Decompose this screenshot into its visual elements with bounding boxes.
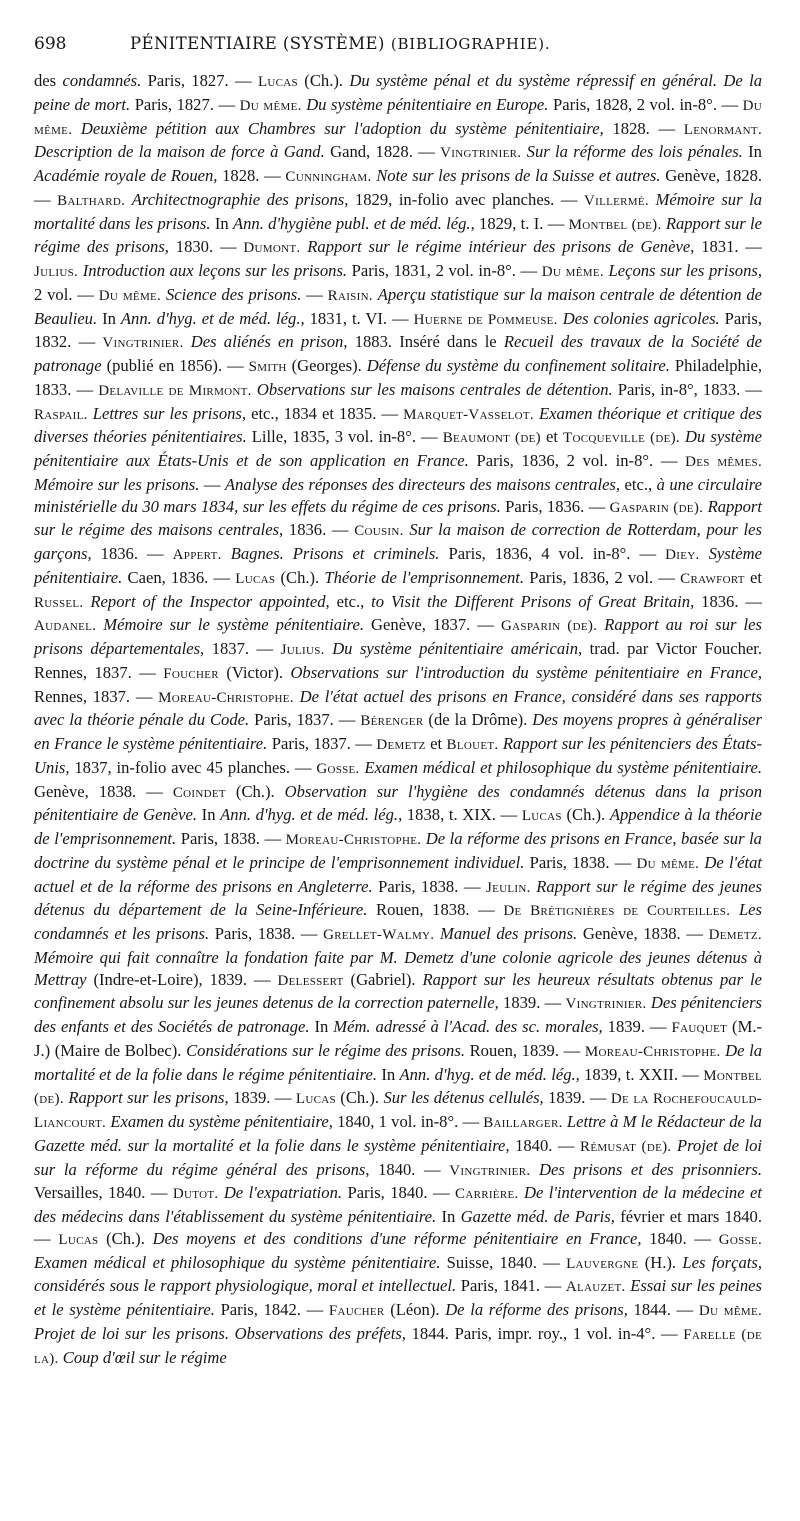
title-run: Coup d'œil sur le régime xyxy=(62,1347,227,1367)
text-run: Paris, 1832. — xyxy=(34,308,763,352)
title-run: Examen médical et philosophique du système pénitentiaire. xyxy=(364,757,762,777)
text-run: 1840. — xyxy=(369,1159,450,1179)
author-run: Raisin. xyxy=(327,287,373,304)
text-run: (Ch.). xyxy=(225,781,285,801)
text-run: In xyxy=(197,805,221,825)
text-run: 1837. — xyxy=(204,639,281,658)
title-run: Bagnes. Prisons et criminels. xyxy=(230,544,440,563)
author-run: Du même. xyxy=(541,264,604,280)
title-run: De l'expatriation. xyxy=(223,1183,343,1203)
text-run: 1840. — xyxy=(509,1135,581,1155)
author-run: Cousin. xyxy=(354,523,404,540)
author-run: Moreau-Christophe. xyxy=(158,689,294,706)
title-run: Mémoire sur la mortalité dans les prisons. xyxy=(34,189,763,233)
title-run: Examen du système pénitentiaire, xyxy=(110,1112,333,1131)
author-run: De la Rochefoucauld-Liancourt. xyxy=(34,1091,763,1131)
title-run: Rapport sur les heureux résultats obtenus par le confinement absolu sur les jeunes detenus de la correction paternelle, xyxy=(34,969,762,1013)
author-run: Gasparin (de). xyxy=(501,618,598,635)
text-run: Paris, 1838. — xyxy=(209,924,324,943)
author-run: Faucher xyxy=(328,1303,385,1319)
text-run: Genève, 1828. — xyxy=(34,166,763,209)
text-run: Genève, 1838. — xyxy=(577,924,709,943)
author-run: Vingtrinier. xyxy=(440,145,522,162)
title-run: Appendice à la théorie de l'emprisonnement. xyxy=(34,805,763,848)
text-run: (publié en 1856). — xyxy=(101,356,249,375)
title-run: Mémoire sur le système pénitentiaire. xyxy=(103,615,364,635)
running-title: PÉNITENTIAIRE (SYSTÈME) xyxy=(130,34,385,53)
text-run: 1830. — xyxy=(168,237,244,257)
text-run: (Victor). xyxy=(218,662,291,682)
title-run: à une circulaire ministérielle du 30 mars 1834, sur les effets du régime de ces prisons. xyxy=(34,474,763,516)
title-run: Observation sur l'hygiène des condamnés détenus dans la prison pénitentiaire de Genève. xyxy=(34,781,763,825)
text-run: 1840, 1 vol. in-8°. — xyxy=(332,1112,484,1131)
text-run: Paris, 1842. — xyxy=(214,1300,329,1319)
text-run: 1844. Paris, impr. roy., 1 vol. in-4°. — xyxy=(405,1323,684,1343)
title-run: Sur les détenus cellulés, xyxy=(383,1088,544,1108)
author-run: Montbel (de). xyxy=(568,216,662,233)
text-run: Genève, 1838. — xyxy=(34,781,173,801)
title-run: Sur la maison de correction de Rotterdam, pour les garçons, xyxy=(34,520,762,563)
text-run: et xyxy=(540,427,563,447)
text-run: Rouen, 1839. — xyxy=(464,1040,585,1060)
title-run: Rapport sur le régime intérieur des prisons de Genève, xyxy=(307,237,695,257)
text-run: (Georges). xyxy=(286,356,367,375)
text-run: Paris, 1831, 2 vol. in-8°. — xyxy=(347,261,542,280)
author-run: Carrière. xyxy=(455,1186,519,1203)
author-run: Du même. xyxy=(98,287,162,304)
text-run: In xyxy=(436,1207,461,1226)
title-run: Science des prisons. xyxy=(165,284,302,304)
author-run: Lucas xyxy=(235,570,276,587)
text-run: trad. par Victor Foucher. Rennes, 1837. — xyxy=(34,639,763,682)
author-run: Demetz. xyxy=(708,927,762,943)
text-run: In xyxy=(97,308,121,328)
title-run: Leçons sur les prisons, xyxy=(608,261,762,280)
title-run: condamnés. xyxy=(62,71,142,90)
title-run: Sur la réforme des lois pénales. xyxy=(526,142,743,162)
title-run: Lettre à M le Rédacteur de la Gazette méd. sur la mortalité et la folie dans le système pénitentiaire, xyxy=(34,1112,762,1155)
author-run: Moreau-Christophe. xyxy=(285,832,422,848)
author-run: Lenormant. xyxy=(683,121,762,138)
text-run: Paris, 1827. — xyxy=(141,71,258,90)
text-run: 1837, in-folio avec 45 planches. — xyxy=(69,757,317,777)
text-run: Suisse, 1840. — xyxy=(440,1252,567,1272)
title-run: Ann. d'hyg. et de méd. lég., xyxy=(120,308,305,328)
text-run: Paris, 1837. — xyxy=(249,710,361,730)
text-run: (Gabriel). xyxy=(343,969,423,989)
author-run: Bérenger xyxy=(360,713,424,730)
title-run: Rapport sur le régime des jeunes détenus du département de la Seine-Inférieure. xyxy=(34,876,762,920)
title-run: Observations sur les maisons centrales de détention. xyxy=(256,379,613,399)
author-run: Lucas xyxy=(521,808,562,825)
title-run: Rapport sur le régime des maisons centrales, xyxy=(34,496,763,540)
text-run: (Léon). xyxy=(384,1300,446,1319)
text-run: Paris, 1838. — xyxy=(524,852,637,872)
text-run: Rennes, 1837. — xyxy=(34,686,159,706)
text-run: Caen, 1836. — xyxy=(122,567,236,587)
text-run xyxy=(700,544,709,563)
text-run: 1838, t. XIX. — xyxy=(402,805,522,825)
text-run: etc., 1834 et 1835. — xyxy=(246,403,404,423)
title-run: Des colonies agricoles. xyxy=(562,308,720,328)
author-run: Lucas xyxy=(257,74,298,90)
author-run: Lucas xyxy=(295,1091,336,1108)
text-run: et xyxy=(425,734,447,753)
title-run: Considérations sur le régime des prisons. xyxy=(186,1040,465,1060)
title-run: De l'état actuel et de la réforme des prisons en Angleterre. xyxy=(34,852,762,896)
title-run: Report of the Inspector appointed, xyxy=(90,591,330,611)
text-run: Paris, 1836, 2 vol. — xyxy=(524,567,681,587)
text-run: etc., xyxy=(329,591,372,611)
author-run: Foucher xyxy=(163,665,219,682)
title-run: Les forçats, considérés sous le rapport physiologique, moral et intellectuel. xyxy=(34,1252,762,1296)
author-run: Du même. xyxy=(698,1303,763,1319)
author-run: Moreau-Christophe. xyxy=(584,1043,721,1060)
running-subtitle: (BIBLIOGRAPHIE). xyxy=(390,35,551,53)
title-run: Des prisons et des prisonniers. xyxy=(539,1159,763,1179)
title-run: Ann. d'hyg. et de méd. lég., xyxy=(220,805,403,825)
author-run: Farelle (de la). xyxy=(34,1326,762,1367)
text-run: 1829, t. I. — xyxy=(474,213,569,233)
text-run: 1839. — xyxy=(498,993,566,1013)
title-run: Rapport sur les pénitenciers des États-Unis, xyxy=(34,734,763,777)
author-run: Russel. xyxy=(34,594,84,611)
title-run: Les condamnés et les prisons. xyxy=(34,900,762,943)
text-run: In xyxy=(742,142,762,162)
title-run: Théorie de l'emprisonnement. xyxy=(324,567,525,587)
text-run: Paris, 1836. — xyxy=(500,496,610,516)
text-run: etc., xyxy=(620,474,657,494)
text-run: et xyxy=(744,567,762,587)
title-run: Deuxième pétition aux Chambres sur l'adoption du système pénitentiaire, xyxy=(80,118,604,138)
title-run: Analyse des réponses des directeurs des maisons centrales, xyxy=(224,474,621,494)
author-run: Crawfort xyxy=(680,570,745,587)
title-run: Mémoire qui fait connaître la fondation faite par M. Demetz d'une colonie agricole des jeunes détenus à Mettray xyxy=(34,947,762,989)
author-run: Cunningham. xyxy=(285,169,372,185)
text-run: Paris, 1827. — xyxy=(130,94,240,114)
author-run: Gosse. xyxy=(316,760,360,777)
author-run: Villermé. xyxy=(584,192,649,209)
title-run: Observations sur l'introduction du système pénitentiaire en France, xyxy=(290,662,762,682)
author-run: Raspail. xyxy=(34,406,88,423)
title-run: Projet de loi sur les prisons. Observations des préfets, xyxy=(34,1323,406,1343)
text-run: Genève, 1837. — xyxy=(363,615,502,635)
title-run: Mém. adressé à l'Acad. des sc. morales, xyxy=(333,1017,603,1036)
title-run: Essai sur les peines et le système pénitentiaire. xyxy=(34,1276,762,1319)
author-run: Delessert xyxy=(277,972,344,989)
author-run: Marquet-Vasselot. xyxy=(403,406,534,423)
text-run: Paris, 1836, 4 vol. in-8°. — xyxy=(439,544,666,563)
author-run: Dutot. xyxy=(172,1186,219,1203)
author-run: Du même. xyxy=(239,97,302,114)
title-run: De l'état actuel des prisons en France, considéré dans ses rapports avec la théorie pénale du Code. xyxy=(34,686,763,730)
text-run: 2 vol. — xyxy=(34,284,99,304)
author-run: Du même. xyxy=(636,855,700,872)
title-run: Système pénitentiaire. xyxy=(34,544,763,587)
title-run: De la réforme des prisons, xyxy=(445,1300,628,1319)
text-run xyxy=(72,119,81,138)
text-run: 1836. — xyxy=(694,591,763,611)
title-run: Note sur les prisons de la Suisse et autres. xyxy=(376,166,661,185)
title-run: Description de la maison de force à Gand. xyxy=(34,142,325,162)
title-run: Ann. d'hyg. et de méd. lég., xyxy=(399,1064,580,1084)
author-run: Audanel. xyxy=(34,618,97,635)
author-run: Lucas xyxy=(58,1231,99,1248)
title-run: Manuel des prisons. xyxy=(440,924,578,943)
text-run: (Ch.). xyxy=(275,567,325,587)
text-run: 1828. — xyxy=(217,166,286,185)
text-run: — xyxy=(301,284,328,304)
text-run: Paris, 1840. — xyxy=(342,1183,456,1203)
author-run: Des mêmes. xyxy=(685,454,763,470)
title-run: Du système pénitentiaire américain, xyxy=(332,639,583,658)
author-run: Gasparin (de). xyxy=(609,499,704,516)
title-run: De la mortalité et de la folie dans le régime pénitentiaire. xyxy=(34,1040,763,1084)
author-run: De Brétignières de Courteilles. xyxy=(503,903,731,920)
author-run: Rémusat (de). xyxy=(580,1138,672,1155)
text-run: Philadelphie, 1833. — xyxy=(34,356,762,399)
text-run: (M.-J.) (Maire de Bolbec). xyxy=(34,1017,763,1060)
author-run: Diey. xyxy=(665,547,700,563)
author-run: Julius. xyxy=(34,264,79,280)
text-run: (H.). xyxy=(638,1252,683,1272)
text-run: 1839. — xyxy=(228,1088,296,1108)
author-run: Dumont. xyxy=(243,240,301,257)
text-run: Paris, 1838. — xyxy=(176,829,286,848)
title-run: Des moyens propres à généraliser en France le système pénitentiaire. xyxy=(34,710,762,753)
author-run: Lauvergne xyxy=(566,1255,639,1272)
title-run: De la réforme des prisons en France, basée sur la doctrine du système pénal et le principe de l'emprisonnement individuel. xyxy=(34,829,762,872)
title-run: Introduction aux leçons sur les prisons. xyxy=(82,261,348,280)
title-run: De l'intervention de la médecine et des médecins dans l'établissement du système pénitentiaire. xyxy=(34,1183,762,1226)
author-run: Vingtrinier. xyxy=(102,335,184,352)
text-run: Paris, 1828, 2 vol. in-8°. — xyxy=(548,94,743,114)
author-run: Smith xyxy=(248,359,287,375)
text-run: 1839. — xyxy=(543,1088,611,1108)
title-run: Du système pénitentiaire en Europe. xyxy=(306,94,549,114)
title-run: Recueil des travaux de la Société de patronage xyxy=(34,332,762,375)
author-run: Vingtrinier. xyxy=(449,1162,531,1179)
text-run: 1883. Inséré dans le xyxy=(347,332,504,352)
text-run: 1840. — xyxy=(641,1228,719,1248)
text-run: Paris, 1837. — xyxy=(267,734,377,753)
text-run: (Ch.). xyxy=(561,805,610,825)
title-run: Projet de loi sur la réforme du régime général des prisons, xyxy=(34,1135,762,1179)
author-run: Baillarger. xyxy=(483,1115,563,1131)
title-run: Examen théorique et critique des diverses théories pénitentiaires. xyxy=(34,403,763,447)
author-run: Tocqueville (de). xyxy=(563,430,680,447)
text-run: (de la Drôme). xyxy=(423,710,533,730)
title-run: Défense du système du confinement solitaire. xyxy=(366,356,670,375)
title-run: Des aliénés en prison, xyxy=(190,332,348,352)
title-run: Aperçu statistique sur la maison centrale de détention de Beaulieu. xyxy=(34,284,762,328)
text-run: (Ch.). xyxy=(297,71,350,90)
text-run: (Indre-et-Loire), 1839. — xyxy=(86,969,278,989)
text-run: 1831, t. VI. — xyxy=(304,308,414,328)
text-run xyxy=(730,900,739,919)
text-run xyxy=(184,332,191,351)
title-run: Ann. d'hygiène publ. et de méd. lég., xyxy=(232,213,475,233)
author-run: Coindet xyxy=(172,784,226,801)
author-run: Julius. xyxy=(280,642,325,658)
text-run: Paris, 1836, 2 vol. in-8°. — xyxy=(468,451,686,470)
text-run: 1831. — xyxy=(694,237,762,257)
bibliography-paragraph xyxy=(34,70,762,1370)
text-run: Paris, in-8°, 1833. — xyxy=(612,379,763,399)
text-run: In xyxy=(377,1064,400,1084)
text-run: 1836. — xyxy=(283,520,355,540)
author-run: Gosse. xyxy=(718,1231,762,1248)
title-run: Rapport au roi sur les prisons départementales, xyxy=(34,615,762,658)
author-run: Montbel (de). xyxy=(34,1067,763,1108)
title-run: Des pénitenciers des enfants et des Sociétés de patronage. xyxy=(34,993,762,1036)
title-run: Mémoire sur les prisons. xyxy=(34,474,200,494)
title-run: Du système pénal et du système répressif en général. De la peine de mort. xyxy=(34,71,762,114)
title-run: Gazette méd. de Paris, xyxy=(460,1207,615,1226)
author-run: Beaumont (de) xyxy=(442,430,541,447)
text-run: In xyxy=(309,1017,334,1036)
text-run: Lille, 1835, 3 vol. in-8°. — xyxy=(246,427,443,447)
author-run: Grellet-Walmy. xyxy=(323,927,435,943)
text-run xyxy=(222,544,231,563)
running-header xyxy=(34,34,762,60)
text-run: des xyxy=(34,71,63,90)
text-run: Versailles, 1840. — xyxy=(34,1183,173,1203)
text-run: 1829, in-folio avec planches. — xyxy=(348,189,584,209)
title-run: Académie royale de Rouen, xyxy=(34,166,218,185)
author-run: Jeulin. xyxy=(486,879,531,896)
author-run: Huerne de Pommeuse. xyxy=(413,311,558,328)
author-run: Alauzet. xyxy=(565,1279,626,1296)
text-run: 1839. — xyxy=(602,1017,672,1036)
text-run xyxy=(530,1160,539,1179)
author-run: Demetz xyxy=(376,737,426,753)
author-run: Fauquet xyxy=(671,1020,728,1036)
page-number: 698 xyxy=(34,34,67,54)
text-run: (Ch.). xyxy=(335,1088,384,1108)
title-run: Examen médical et philosophique du système pénitentiaire. xyxy=(34,1252,441,1272)
author-run: Blouet. xyxy=(446,737,499,753)
text-run: février et mars 1840. — xyxy=(34,1207,762,1248)
text-run: — xyxy=(199,474,225,494)
title-run: Architectnographie des prisons, xyxy=(131,189,349,209)
text-run: Gand, 1828. — xyxy=(324,142,441,162)
author-run: Appert. xyxy=(172,547,222,563)
text-run: 1836. — xyxy=(91,544,173,563)
text-run: Paris, 1838. — xyxy=(372,876,486,896)
author-run: Du même. xyxy=(34,97,763,138)
text-run: Paris, 1841. — xyxy=(456,1276,566,1296)
title-run: Du système pénitentiaire aux États-Unis et de son application en France. xyxy=(34,427,762,470)
text-run: 1828. — xyxy=(603,118,684,138)
author-run: Vingtrinier. xyxy=(565,996,647,1013)
text-run: 1844. — xyxy=(627,1300,699,1319)
text-run: In xyxy=(210,213,233,233)
title-run: Rapport sur le régime des prisons, xyxy=(34,213,762,257)
author-run: Delaville de Mirmont. xyxy=(98,382,252,399)
title-run: Lettres sur les prisons, xyxy=(92,403,247,423)
author-run: Balthard. xyxy=(57,192,126,209)
text-run: (Ch.). xyxy=(98,1228,153,1248)
title-run: to Visit the Different Prisons of Great Britain, xyxy=(371,591,695,611)
title-run: Rapport sur les prisons, xyxy=(68,1088,229,1108)
text-run: 1839, t. XXII. — xyxy=(579,1064,704,1084)
title-run: Des moyens et des conditions d'une réforme pénitentiaire en France, xyxy=(152,1228,642,1248)
text-run: Rouen, 1838. — xyxy=(367,900,504,920)
